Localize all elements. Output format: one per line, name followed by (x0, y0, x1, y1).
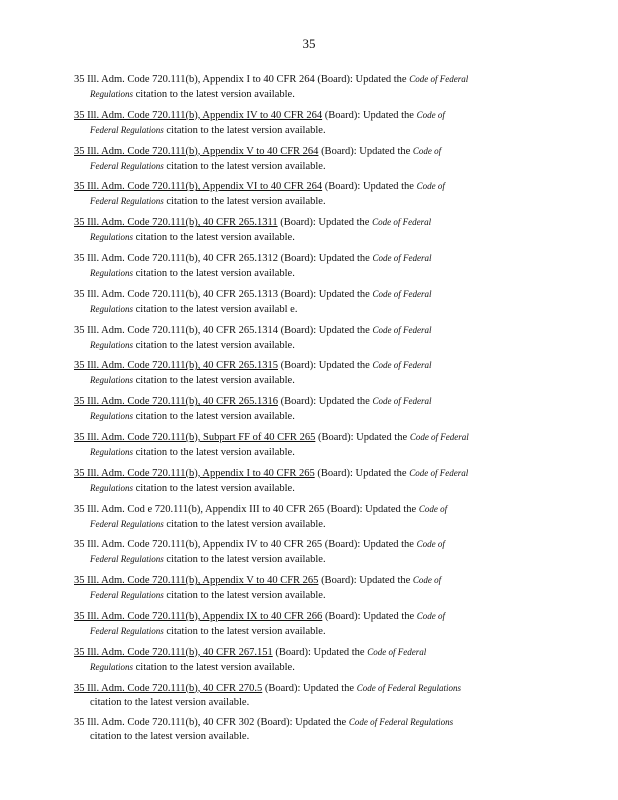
entry-first-line (74, 144, 544, 159)
code-of-federal-regulations-italic: Code of (416, 610, 446, 621)
entry-body-text: (Board): Updated the (314, 467, 410, 479)
entry-first-line (74, 502, 544, 517)
code-of-federal-regulations-italic: Code of Federal (372, 217, 432, 228)
code-of-federal-regulations-italic: Code of Federal (367, 646, 427, 657)
citation-entry (74, 144, 544, 174)
entry-body-text: (Board): Updated the (322, 539, 417, 551)
citation-entry (74, 645, 544, 675)
entry-second-line (74, 373, 544, 388)
citation-reference: 35 Ill. Adm. Cod e 720.111(b), Appendix III to 40 CFR 265 (74, 503, 325, 515)
entry-body-text: (Board): Updated the (322, 181, 417, 193)
entry-tail-text: citation to the latest version available. (163, 160, 326, 172)
entry-first-line (74, 394, 544, 409)
entry-first-line (74, 430, 544, 445)
page-number: 35 (302, 36, 316, 51)
entry-body-text: (Board): Updated the (318, 575, 413, 587)
citation-entry (74, 537, 544, 567)
entry-second-line (74, 123, 544, 138)
regulations-italic: Regulations (90, 267, 133, 278)
entry-body-text: (Board): Updated the (272, 646, 368, 658)
entry-first-line (74, 179, 544, 194)
citation-entry (74, 108, 544, 138)
citation-entry (74, 72, 544, 102)
citation-reference: 35 Ill. Adm. Code 720.111(b), 40 CFR 270.5 (74, 682, 263, 694)
entry-first-line (74, 537, 544, 552)
citation-entry (74, 287, 544, 317)
entry-tail-text: citation to the latest version available. (133, 267, 295, 279)
entry-body-text: (Board): Updated the (324, 503, 419, 515)
entry-first-line (74, 681, 544, 696)
entry-second-line (74, 302, 544, 317)
citation-entry (74, 251, 544, 281)
entry-first-line (74, 645, 544, 660)
regulations-italic: Regulations (90, 339, 133, 350)
entry-first-line (74, 72, 544, 87)
entry-tail-text: citation to the latest version available. (163, 590, 326, 602)
citation-entry (74, 681, 544, 710)
entry-first-line (74, 358, 544, 373)
regulations-italic: Regulations (90, 411, 133, 422)
citation-entry (74, 394, 544, 424)
entry-second-line (74, 660, 544, 675)
entry-body-text: (Board): Updated the (277, 360, 373, 372)
entry-first-line (74, 215, 544, 230)
code-of-federal-regulations-italic: Code of (412, 145, 442, 156)
entry-body-text: (Board): Updated the (314, 74, 410, 85)
regulations-italic: Regulations (90, 232, 133, 243)
entry-tail-text: citation to the latest version available. (163, 196, 326, 208)
entry-second-line (74, 481, 544, 496)
citation-entry (74, 430, 544, 460)
entry-tail-text: citation to the latest version available. (90, 696, 250, 708)
regulations-italic: Regulations (90, 89, 133, 99)
regulations-italic: Federal Regulations (90, 518, 164, 529)
regulations-italic: Regulations (90, 661, 133, 672)
regulations-italic: Regulations (90, 303, 133, 314)
entry-first-line (74, 466, 544, 481)
entry-tail-text: citation to the latest version available. (163, 124, 326, 136)
entry-tail-text: citation to the latest version available. (133, 339, 295, 351)
entry-tail-text: citation to the latest version available. (163, 554, 326, 566)
entry-body-text: (Board): Updated the (277, 217, 373, 229)
entry-second-line (74, 624, 544, 639)
entry-tail-text: citation to the latest version available. (133, 232, 295, 244)
citation-entry (74, 573, 544, 603)
regulations-italic: Federal Regulations (90, 625, 164, 636)
entry-body-text: (Board): Updated the (277, 252, 373, 264)
code-of-federal-regulations-italic: Code of Federal (409, 74, 469, 84)
entry-tail-text: citation to the latest version available. (163, 518, 326, 530)
entry-second-line (74, 552, 544, 567)
citation-reference: 35 Ill. Adm. Code 720.111(b), 40 CFR 265.1313 (74, 288, 278, 300)
entry-first-line (74, 609, 544, 624)
entry-second-line (74, 338, 544, 353)
citation-reference: 35 Ill. Adm. Code 720.111(b), 40 CFR 265.1311 (74, 217, 278, 229)
regulations-italic: Regulations (90, 375, 133, 386)
regulations-italic: Federal Regulations (90, 196, 164, 207)
citation-list (74, 72, 544, 750)
entry-second-line (74, 696, 544, 710)
regulations-italic: Regulations (90, 446, 133, 457)
entry-body-text: (Board): Updated the (277, 396, 373, 408)
citation-reference: 35 Ill. Adm. Code 720.111(b), 40 CFR 265.1314 (74, 324, 278, 336)
code-of-federal-regulations-italic: Code of Federal (372, 288, 432, 299)
entry-tail-text: citation to the latest version available. (133, 89, 295, 100)
entry-second-line (74, 266, 544, 281)
citation-entry (74, 179, 544, 209)
entry-body-text: (Board): Updated the (322, 610, 417, 622)
regulations-italic: Federal Regulations (90, 124, 164, 135)
citation-reference: 35 Ill. Adm. Code 720.111(b), Appendix IV to 40 CFR 265 (74, 539, 323, 551)
citation-reference: 35 Ill. Adm. Code 720.111(b), 40 CFR 265.1316 (74, 396, 278, 408)
code-of-federal-regulations-italic: Code of Federal (409, 467, 469, 478)
citation-entry (74, 715, 544, 744)
entry-second-line (74, 230, 544, 245)
citation-reference: 35 Ill. Adm. Code 720.111(b), Appendix V to 40 CFR 265 (74, 575, 319, 587)
entry-first-line (74, 323, 544, 338)
code-of-federal-regulations-italic: Code of Federal (372, 360, 432, 371)
citation-reference: 35 Ill. Adm. Code 720.111(b), Appendix V to 40 CFR 264 (74, 145, 319, 157)
entry-second-line (74, 730, 544, 744)
code-of-federal-regulations-italic: Code of Federal Regulations (348, 717, 454, 728)
entry-body-text: (Board): Updated the (315, 431, 410, 443)
code-of-federal-regulations-italic: Code of Federal (409, 431, 469, 442)
code-of-federal-regulations-italic: Code of (416, 539, 445, 550)
citation-entry (74, 215, 544, 245)
citation-reference: 35 Ill. Adm. Code 720.111(b), Subpart FF of 40 CFR 265 (74, 431, 316, 443)
code-of-federal-regulations-italic: Code of (418, 503, 448, 514)
entry-body-text: (Board): Updated the (277, 288, 373, 300)
code-of-federal-regulations-italic: Code of Federal Regulations (356, 682, 461, 693)
entry-tail-text: citation to the latest version available. (133, 482, 295, 494)
citation-reference: 35 Ill. Adm. Code 720.111(b), Appendix VI to 40 CFR 264 (74, 181, 323, 193)
entry-second-line (74, 445, 544, 460)
entry-second-line (74, 517, 544, 532)
entry-tail-text: citation to the latest version available. (133, 446, 295, 458)
code-of-federal-regulations-italic: Code of (416, 181, 445, 192)
entry-tail-text: citation to the latest version available. (163, 625, 326, 637)
entry-second-line (74, 87, 544, 102)
citation-reference: 35 Ill. Adm. Code 720.111(b), Appendix IV to 40 CFR 264 (74, 109, 323, 121)
citation-entry (74, 502, 544, 532)
entry-tail-text: citation to the latest version available. (133, 375, 295, 387)
citation-entry (74, 323, 544, 353)
entry-tail-text: citation to the latest version availabl e. (133, 303, 298, 315)
citation-entry (74, 466, 544, 496)
regulations-italic: Federal Regulations (90, 554, 164, 565)
entry-second-line (74, 588, 544, 603)
entry-first-line (74, 251, 544, 266)
entry-first-line (74, 287, 544, 302)
code-of-federal-regulations-italic: Code of (416, 109, 445, 120)
entry-tail-text: citation to the latest version available. (133, 411, 295, 423)
citation-reference: 35 Ill. Adm. Code 720.111(b), 40 CFR 302 (74, 717, 255, 729)
regulations-italic: Federal Regulations (90, 590, 164, 601)
entry-body-text: (Board): Updated the (318, 145, 413, 157)
code-of-federal-regulations-italic: Code of Federal (372, 324, 432, 335)
entry-second-line (74, 194, 544, 209)
entry-second-line (74, 409, 544, 424)
citation-entry (74, 609, 544, 639)
code-of-federal-regulations-italic: Code of Federal (372, 396, 432, 407)
entry-tail-text: citation to the latest version available. (133, 661, 295, 673)
citation-reference: 35 Ill. Adm. Code 720.111(b), 40 CFR 267.151 (74, 646, 273, 658)
entry-first-line (74, 108, 544, 123)
code-of-federal-regulations-italic: Code of Federal (372, 252, 432, 263)
entry-body-text: (Board): Updated the (262, 682, 357, 694)
code-of-federal-regulations-italic: Code of (412, 575, 442, 586)
citation-reference: 35 Ill. Adm. Code 720.111(b), Appendix I to 40 CFR 264 (74, 74, 315, 85)
citation-reference: 35 Ill. Adm. Code 720.111(b), Appendix I to 40 CFR 265 (74, 467, 315, 479)
entry-body-text: (Board): Updated the (322, 109, 417, 121)
entry-body-text: (Board): Updated the (277, 324, 373, 336)
citation-reference: 35 Ill. Adm. Code 720.111(b), Appendix IX to 40 CFR 266 (74, 610, 323, 622)
regulations-italic: Federal Regulations (90, 160, 164, 171)
entry-body-text: (Board): Updated the (254, 717, 349, 729)
entry-second-line (74, 159, 544, 174)
entry-tail-text: citation to the latest version available. (90, 731, 250, 743)
entry-first-line (74, 573, 544, 588)
regulations-italic: Regulations (90, 482, 133, 493)
citation-reference: 35 Ill. Adm. Code 720.111(b), 40 CFR 265.1315 (74, 360, 278, 372)
citation-entry (74, 358, 544, 388)
citation-reference: 35 Ill. Adm. Code 720.111(b), 40 CFR 265.1312 (74, 252, 278, 264)
entry-first-line (74, 715, 544, 730)
